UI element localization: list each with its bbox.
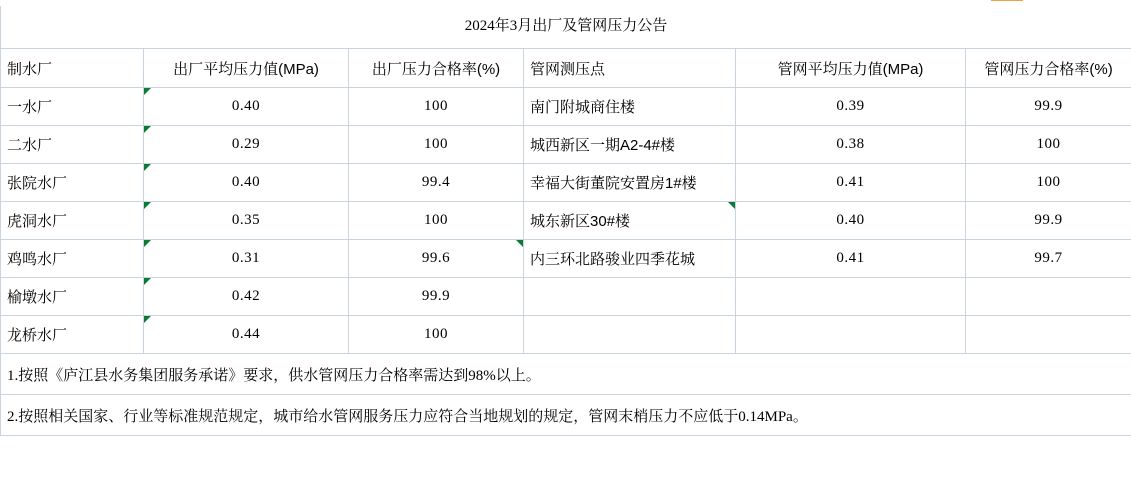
column-header-network-avg-pressure: 管网平均压力值(MPa) [736,49,966,88]
cell-network-avg-pressure [736,278,966,316]
table-row [1,164,1131,202]
column-header-plant-pass-rate: 出厂压力合格率(%) [349,49,524,88]
table-row [1,126,1131,164]
note-row [1,395,1131,436]
cell-plant-pass-rate: 99.4 [349,164,524,202]
table-header-row [1,49,1131,88]
cell-plant: 鸡鸣水厂 [1,240,144,278]
cell-network-pass-rate: 99.9 [966,88,1131,126]
cell-network-point: 城东新区30#楼 [524,202,736,240]
cell-plant-pass-rate: 100 [349,88,524,126]
cell-network-point [524,278,736,316]
cell-network-avg-pressure: 0.41 [736,240,966,278]
cell-plant: 龙桥水厂 [1,316,144,354]
cell-plant-avg-pressure: 0.35 [144,202,349,240]
table-row [1,88,1131,126]
cell-network-avg-pressure: 0.41 [736,164,966,202]
cell-network-avg-pressure: 0.40 [736,202,966,240]
column-header-plant-avg-pressure: 出厂平均压力值(MPa) [144,49,349,88]
cell-network-point: 内三环北路骏业四季花城 [524,240,736,278]
cell-plant-pass-rate: 100 [349,316,524,354]
cell-network-point: 城西新区一期A2-4#楼 [524,126,736,164]
cell-plant-pass-rate: 100 [349,202,524,240]
cell-network-pass-rate [966,316,1131,354]
cell-network-pass-rate: 99.9 [966,202,1131,240]
table-row [1,240,1131,278]
cell-network-pass-rate: 99.7 [966,240,1131,278]
cell-plant-avg-pressure: 0.31 [144,240,349,278]
title-row [1,1,1131,49]
page-title: 2024年3月出厂及管网压力公告 [1,1,1131,49]
cell-plant-pass-rate: 100 [349,126,524,164]
cell-network-point: 南门附城商住楼 [524,88,736,126]
cell-plant-avg-pressure: 0.40 [144,88,349,126]
column-header-network-pass-rate: 管网压力合格率(%) [966,49,1131,88]
cell-network-pass-rate: 100 [966,164,1131,202]
cell-plant: 二水厂 [1,126,144,164]
note-standard-requirement: 2.按照相关国家、行业等标准规范规定，城市给水管网服务压力应符合当地规划的规定，管网末梢压力不应低于0.14MPa。 [1,395,1131,436]
cell-network-avg-pressure: 0.39 [736,88,966,126]
cell-network-pass-rate: 100 [966,126,1131,164]
cell-network-avg-pressure: 0.38 [736,126,966,164]
cell-plant-pass-rate: 99.6 [349,240,524,278]
cell-plant-avg-pressure: 0.29 [144,126,349,164]
cell-plant: 张院水厂 [1,164,144,202]
cell-network-avg-pressure [736,316,966,354]
cell-plant: 榆墩水厂 [1,278,144,316]
cell-plant-avg-pressure: 0.42 [144,278,349,316]
column-header-plant: 制水厂 [1,49,144,88]
table-row [1,316,1131,354]
cell-plant: 一水厂 [1,88,144,126]
cell-network-point [524,316,736,354]
cell-plant-avg-pressure: 0.40 [144,164,349,202]
table-row [1,202,1131,240]
cell-network-point: 幸福大街董院安置房1#楼 [524,164,736,202]
cell-plant-pass-rate: 99.9 [349,278,524,316]
cell-plant-avg-pressure: 0.44 [144,316,349,354]
note-row [1,354,1131,395]
cell-network-pass-rate [966,278,1131,316]
column-header-network-point: 管网测压点 [524,49,736,88]
table-row [1,278,1131,316]
cell-plant: 虎洞水厂 [1,202,144,240]
note-pass-rate-requirement: 1.按照《庐江县水务集团服务承诺》要求，供水管网压力合格率需达到98%以上。 [1,354,1131,395]
